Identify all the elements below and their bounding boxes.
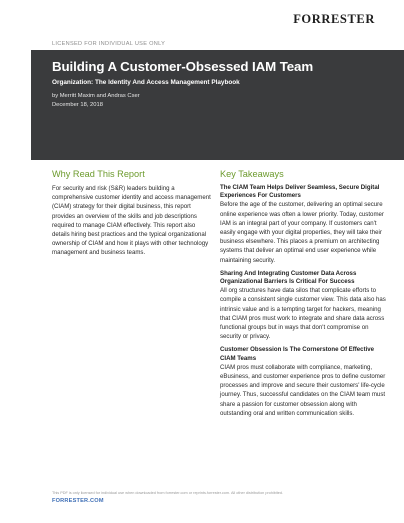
report-authors: by Merritt Maxim and Andras Cser bbox=[52, 93, 140, 99]
report-date: December 18, 2018 bbox=[52, 102, 103, 108]
title-banner bbox=[31, 50, 404, 160]
why-read-column bbox=[52, 169, 212, 258]
takeaway-item bbox=[220, 270, 390, 342]
why-read-body: For security and risk (S&R) leaders building a comprehensive customer identity and access management (CIAM) strategy for their digital business, this report provides an overview of the skills and job descriptions required to manage CIAM effectively. This report also details hiring best practices and the typical organizational ownership of CIAM and how it plays with other technology management and business teams. bbox=[52, 185, 211, 257]
takeaway-item bbox=[220, 184, 390, 265]
license-notice: LICENSED FOR INDIVIDUAL USE ONLY bbox=[52, 41, 166, 47]
takeaway-item bbox=[220, 346, 390, 418]
why-read-heading: Why Read This Report bbox=[52, 169, 145, 179]
takeaway-body: All org structures have data silos that complicate efforts to compile a consistent single customer view. This data also has intrinsic value and is a tempting target for hackers, meaning that CIAM pros must work to integrate and share data across functional groups but in ways that don't compromise on security or privacy. bbox=[220, 287, 386, 341]
takeaway-heading: Customer Obsession Is The Cornerstone Of Effective CIAM Teams bbox=[220, 346, 375, 362]
key-takeaways-column bbox=[220, 169, 390, 423]
report-title: Building A Customer-Obsessed IAM Team bbox=[52, 59, 314, 74]
report-subtitle: Organization: The Identity And Access Management Playbook bbox=[52, 79, 240, 86]
forrester-link[interactable]: FORRESTER.COM bbox=[52, 498, 104, 504]
takeaway-body: CIAM pros must collaborate with compliance, marketing, eBusiness, and customer experience pros to define customer processes and improve and secure their customers' life-cycle journey. Thus, successful candidates on the CIAM team must share a passion for customer obsession along with outstanding oral and written communication skills. bbox=[220, 363, 386, 417]
forrester-logo: FORRESTER bbox=[293, 12, 375, 26]
distribution-notice: This PDF is only licensed for individual use when downloaded from forrester.com or reprints.forrester.com. All other distribution prohibited. bbox=[52, 491, 284, 495]
takeaway-body: Before the age of the customer, delivering an optimal secure online experience was often a lower priority. Today, customer IAM is an integral part of your company. If customers can't easily engage with your digital properties, they will take their business elsewhere. This places a premium on architecting systems that deliver an optimal end user experience while maintaining security. bbox=[220, 201, 384, 264]
takeaway-heading: The CIAM Team Helps Deliver Seamless, Secure Digital Experiences For Customers bbox=[220, 184, 380, 200]
takeaway-heading: Sharing And Integrating Customer Data Across Organizational Barriers Is Critical For Success bbox=[220, 269, 357, 286]
key-takeaways-heading: Key Takeaways bbox=[220, 169, 284, 179]
